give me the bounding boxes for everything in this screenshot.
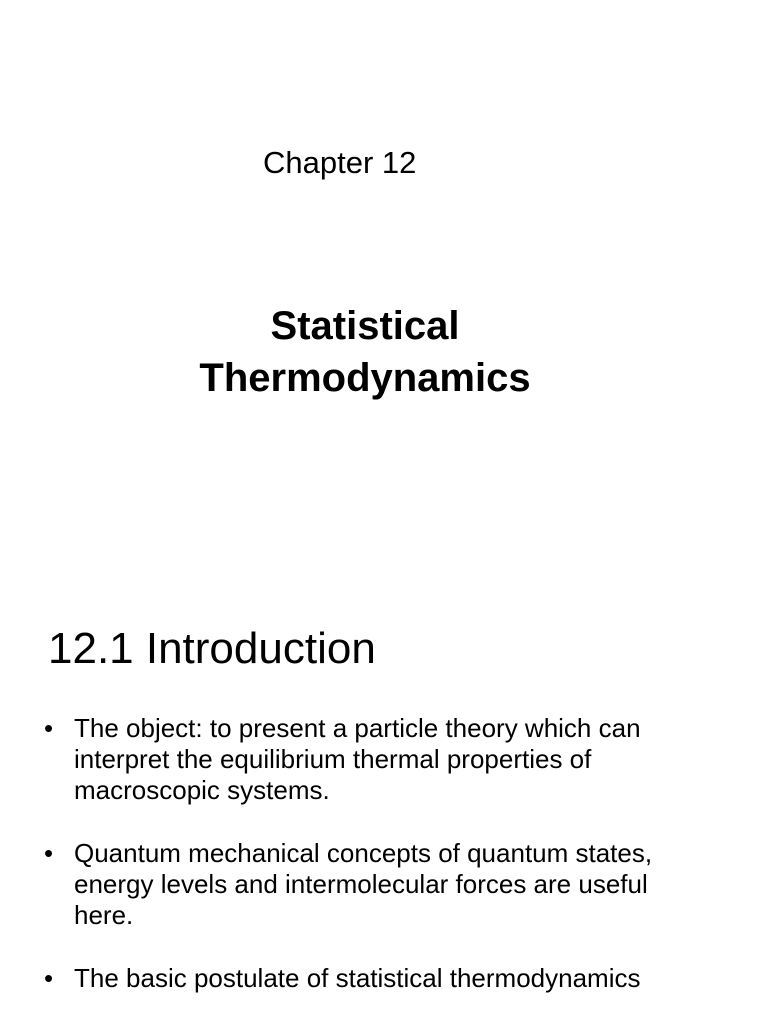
bullet-text-line: The basic postulate of statistical thermodynamics xyxy=(74,963,641,993)
bullet-text-line: energy levels and intermolecular forces are useful xyxy=(74,869,648,899)
bullet-item xyxy=(44,713,734,806)
bullet-text-line: Quantum mechanical concepts of quantum states, xyxy=(74,838,653,868)
bullet-item xyxy=(44,963,734,994)
chapter-title xyxy=(130,300,600,404)
bullet-text-line: here. xyxy=(74,900,134,930)
bullet-text-line: macroscopic systems. xyxy=(74,775,330,805)
bullet-dot-icon: • xyxy=(44,838,54,868)
chapter-title-line: Thermodynamics xyxy=(199,356,531,400)
chapter-title-line: Statistical xyxy=(270,304,460,348)
bullet-list xyxy=(44,713,734,994)
section-heading: 12.1 Introduction xyxy=(48,624,376,673)
bullet-text-line: interpret the equilibrium thermal properties of xyxy=(74,744,592,774)
bullet-dot-icon: • xyxy=(44,963,54,993)
bullet-dot-icon: • xyxy=(44,713,54,743)
chapter-label: Chapter 12 xyxy=(263,145,417,180)
bullet-text-line: The object: to present a particle theory which can xyxy=(74,713,641,743)
bullet-item xyxy=(44,838,734,931)
